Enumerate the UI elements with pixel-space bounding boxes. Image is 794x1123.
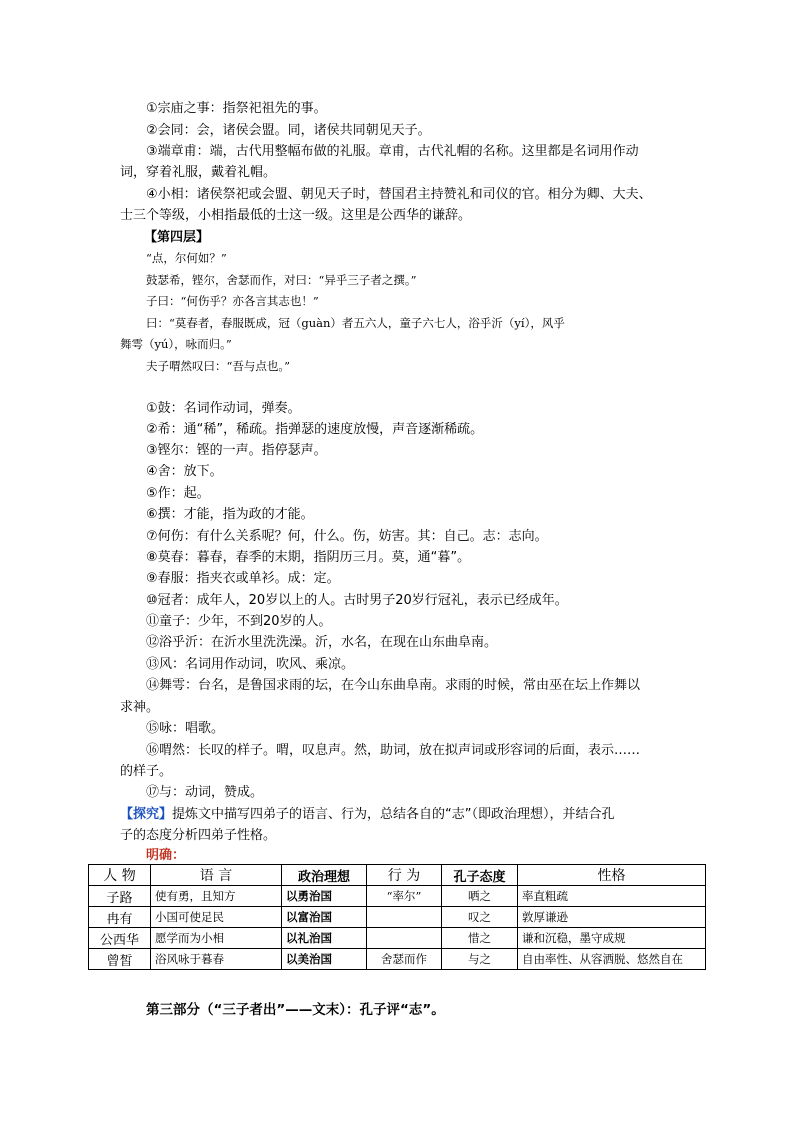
table-cell: 敦厚谦逊 bbox=[518, 907, 706, 928]
classical-line: “点，尔何如？” bbox=[146, 251, 227, 265]
explore-line bbox=[120, 804, 615, 825]
part-three-heading: 第三部分（“三子者出”——文末）：孔子评“志”。 bbox=[146, 1002, 445, 1018]
note-gu: ①鼓：名词作动词，弹奏。 bbox=[146, 401, 301, 416]
note-zongmiao: ①宗庙之事：指祭祀祖先的事。 bbox=[146, 101, 327, 116]
table-row bbox=[89, 886, 706, 907]
note-yuhuyi: ⑫浴乎沂：在沂水里洗洗澡。沂，水名，在现在山东曲阜南。 bbox=[146, 635, 498, 650]
note-duanzhangfu-cont: 词，穿着礼服，戴着礼帽。 bbox=[120, 165, 277, 180]
table-cell: 以富治国 bbox=[282, 907, 367, 928]
table-cell: 舍瑟而作 bbox=[367, 949, 442, 970]
explore-tag: 【探究】 bbox=[120, 807, 173, 822]
classical-line: 曰：“莫春者，春服既成，冠（guàn）者五六人，童子六七人，浴乎沂（yí），风乎 bbox=[146, 316, 565, 330]
table-cell: 哂之 bbox=[442, 886, 518, 907]
note-mochun: ⑧莫春：暮春，春季的末期，指阴历三月。莫，通“暮”。 bbox=[146, 550, 471, 565]
table-cell: 子路 bbox=[89, 886, 151, 907]
note-tongzi: ⑪童子：少年，不到20岁的人。 bbox=[146, 614, 332, 629]
note-kuiran: ⑯喟然：长叹的样子。喟，叹息声。然，助词，放在拟声词或形容词的后面，表示…… bbox=[146, 743, 641, 758]
table-row bbox=[89, 928, 706, 949]
classical-line: 子曰：“何伤乎？亦各言其志也！” bbox=[146, 294, 319, 308]
table-cell: 谦和沉稳，墨守成规 bbox=[518, 928, 706, 949]
table-cell: 与之 bbox=[442, 949, 518, 970]
table-header: 性格 bbox=[518, 865, 706, 886]
table-row bbox=[89, 907, 706, 928]
table-cell: 以美治国 bbox=[282, 949, 367, 970]
table-cell: 自由率性、从容洒脱、悠然自在 bbox=[518, 949, 706, 970]
explore-line-cont: 子的态度分析四弟子性格。 bbox=[120, 828, 277, 843]
note-xiaoxiang-cont: 士三个等级，小相指最低的士这一级。这里是公西华的谦辞。 bbox=[120, 208, 472, 223]
note-feng: ⑬风：名词用作动词，吹风、乘凉。 bbox=[146, 657, 355, 672]
table-header: 语 言 bbox=[151, 865, 282, 886]
classical-line: 舞雩（yú），咏而归。” bbox=[120, 337, 232, 351]
table-cell: 率直粗疏 bbox=[518, 886, 706, 907]
table-cell: 使有勇，且知方 bbox=[151, 886, 282, 907]
table-cell: 曾皙 bbox=[89, 949, 151, 970]
table-cell: 愿学而为小相 bbox=[151, 928, 282, 949]
table-header: 政治理想 bbox=[282, 865, 367, 886]
table-cell: 叹之 bbox=[442, 907, 518, 928]
table-cell: 小国可使足民 bbox=[151, 907, 282, 928]
table-cell: 惜之 bbox=[442, 928, 518, 949]
note-kuiran-cont: 的样子。 bbox=[120, 764, 173, 779]
answer-label: 明确： bbox=[146, 848, 186, 863]
table-cell: 以礼治国 bbox=[282, 928, 367, 949]
disciples-table bbox=[88, 864, 706, 970]
table-cell bbox=[367, 907, 442, 928]
note-chunfu: ⑨春服：指夹衣或单衫。成：定。 bbox=[146, 571, 340, 586]
note-zhuan: ⑥撰：才能，指为政的才能。 bbox=[146, 507, 314, 522]
classical-line: 鼓瑟希，铿尔，舍瑟而作，对曰：“异乎三子者之撰。” bbox=[146, 273, 417, 287]
table-header: 人 物 bbox=[89, 865, 151, 886]
note-yong: ⑮咏：唱歌。 bbox=[146, 721, 225, 736]
note-wuyu: ⑭舞雩：台名，是鲁国求雨的坛，在今山东曲阜南。求雨的时候，常由巫在坛上作舞以 bbox=[146, 678, 641, 693]
note-guanzhe: ⑩冠者：成年人，20岁以上的人。古时男子20岁行冠礼，表示已经成年。 bbox=[146, 593, 568, 608]
note-keng: ③铿尔：铿的一声。指停瑟声。 bbox=[146, 443, 327, 458]
table-header: 行 为 bbox=[367, 865, 442, 886]
explore-text: 提炼文中描写四弟子的语言、行为，总结各自的“志”（即政治理想），并结合孔 bbox=[172, 807, 615, 822]
note-duanzhangfu: ③端章甫：端，古代用整幅布做的礼服。章甫，古代礼帽的名称。这里都是名词用作动 bbox=[146, 144, 639, 159]
note-xi: ②希：通“稀”，稀疏。指弹瑟的速度放慢，声音逐渐稀疏。 bbox=[146, 422, 484, 437]
table-cell bbox=[367, 928, 442, 949]
note-yu: ⑰与：动词，赞成。 bbox=[146, 785, 264, 800]
table-cell: “率尔” bbox=[367, 886, 442, 907]
note-huitong: ②会同：会，诸侯会盟。同，诸侯共同朝见天子。 bbox=[146, 123, 431, 138]
note-heshang: ⑦何伤：有什么关系呢？何，什么。伤，妨害。其：自己。志：志向。 bbox=[146, 529, 548, 544]
table-cell: 浴风咏于暮春 bbox=[151, 949, 282, 970]
note-xiaoxiang: ④小相：诸侯祭祀或会盟、朝见天子时，替国君主持赞礼和司仪的官。相分为卿、大夫、 bbox=[146, 187, 652, 202]
table-header: 孔子态度 bbox=[442, 865, 518, 886]
classical-line: 夫子喟然叹曰：“吾与点也。” bbox=[146, 359, 291, 373]
table-row bbox=[89, 949, 706, 970]
section-heading: 【第四层】 bbox=[144, 230, 210, 245]
table-cell: 公西华 bbox=[89, 928, 151, 949]
note-wuyu-cont: 求神。 bbox=[120, 700, 160, 715]
table-header-row bbox=[89, 865, 706, 886]
note-she: ④舍：放下。 bbox=[146, 464, 223, 479]
table-cell: 冉有 bbox=[89, 907, 151, 928]
note-zuo: ⑤作：起。 bbox=[146, 486, 210, 501]
table-cell: 以勇治国 bbox=[282, 886, 367, 907]
